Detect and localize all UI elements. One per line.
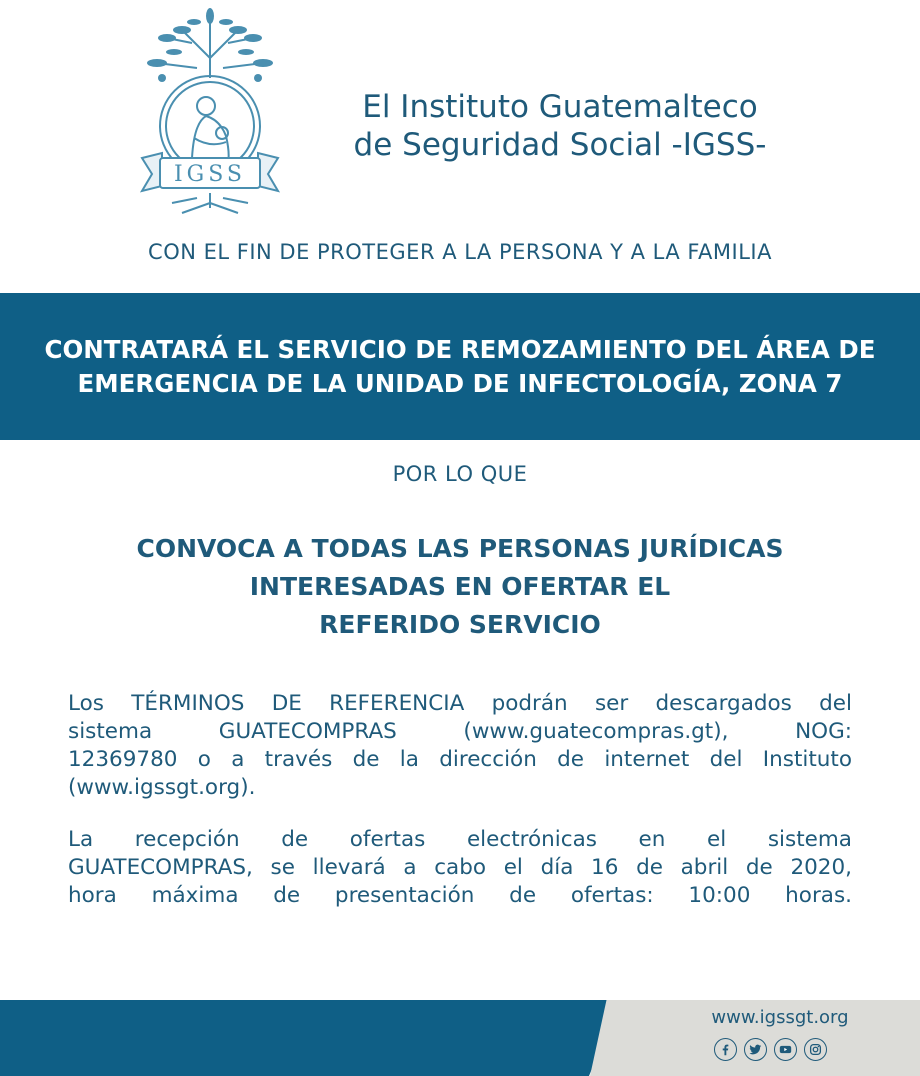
terms-line4: (www.igssgt.org).: [68, 775, 256, 800]
social-icons: [714, 1038, 827, 1061]
website-link[interactable]: www.igssgt.org: [711, 1007, 849, 1028]
announcement-banner: [0, 293, 920, 440]
banner-line2: EMERGENCIA DE LA UNIDAD DE INFECTOLOGÍA, ZONA 7: [77, 368, 843, 398]
reception-line2: GUATECOMPRAS, se llevará a cabo el día 16 de abril de 2020,: [68, 855, 852, 880]
por-lo-que-text: POR LO QUE: [392, 462, 528, 486]
reception-line1: La recepción de ofertas electrónicas en el sistema: [68, 827, 852, 852]
institution-name-line2: de Seguridad Social -IGSS-: [353, 127, 767, 163]
twitter-icon[interactable]: [744, 1038, 767, 1061]
footer-blue-band: [0, 1000, 620, 1076]
banner-heading: [10, 333, 910, 401]
motto: CON EL FIN DE PROTEGER A LA PERSONA Y A LA FAMILIA: [148, 240, 772, 264]
terms-line3: 12369780 o a través de la dirección de internet del Instituto: [68, 747, 852, 772]
facebook-icon[interactable]: [714, 1038, 737, 1061]
igss-logo: [122, 8, 298, 220]
terms-paragraph: [68, 690, 852, 802]
youtube-icon[interactable]: [774, 1038, 797, 1061]
terms-line1: Los TÉRMINOS DE REFERENCIA podrán ser descargados del: [68, 691, 852, 716]
convoca-heading: [0, 530, 920, 644]
convoca-line2: INTERESADAS EN OFERTAR EL: [249, 572, 671, 601]
reception-paragraph: [68, 826, 852, 910]
logo-text: IGSS: [173, 162, 247, 187]
instagram-icon[interactable]: [804, 1038, 827, 1061]
banner-line1: CONTRATARÁ EL SERVICIO DE REMOZAMIENTO DEL ÁREA DE: [44, 334, 876, 364]
terms-line2: sistema GUATECOMPRAS (www.guatecompras.gt), NOG:: [68, 719, 852, 744]
reception-line3: hora máxima de presentación de ofertas: 10:00 horas.: [68, 883, 852, 908]
convoca-line1: CONVOCA A TODAS LAS PERSONAS JURÍDICAS: [136, 534, 784, 563]
institution-name: [330, 88, 790, 164]
convoca-line3: REFERIDO SERVICIO: [319, 610, 601, 639]
institution-name-line1: El Instituto Guatemalteco: [362, 89, 758, 125]
